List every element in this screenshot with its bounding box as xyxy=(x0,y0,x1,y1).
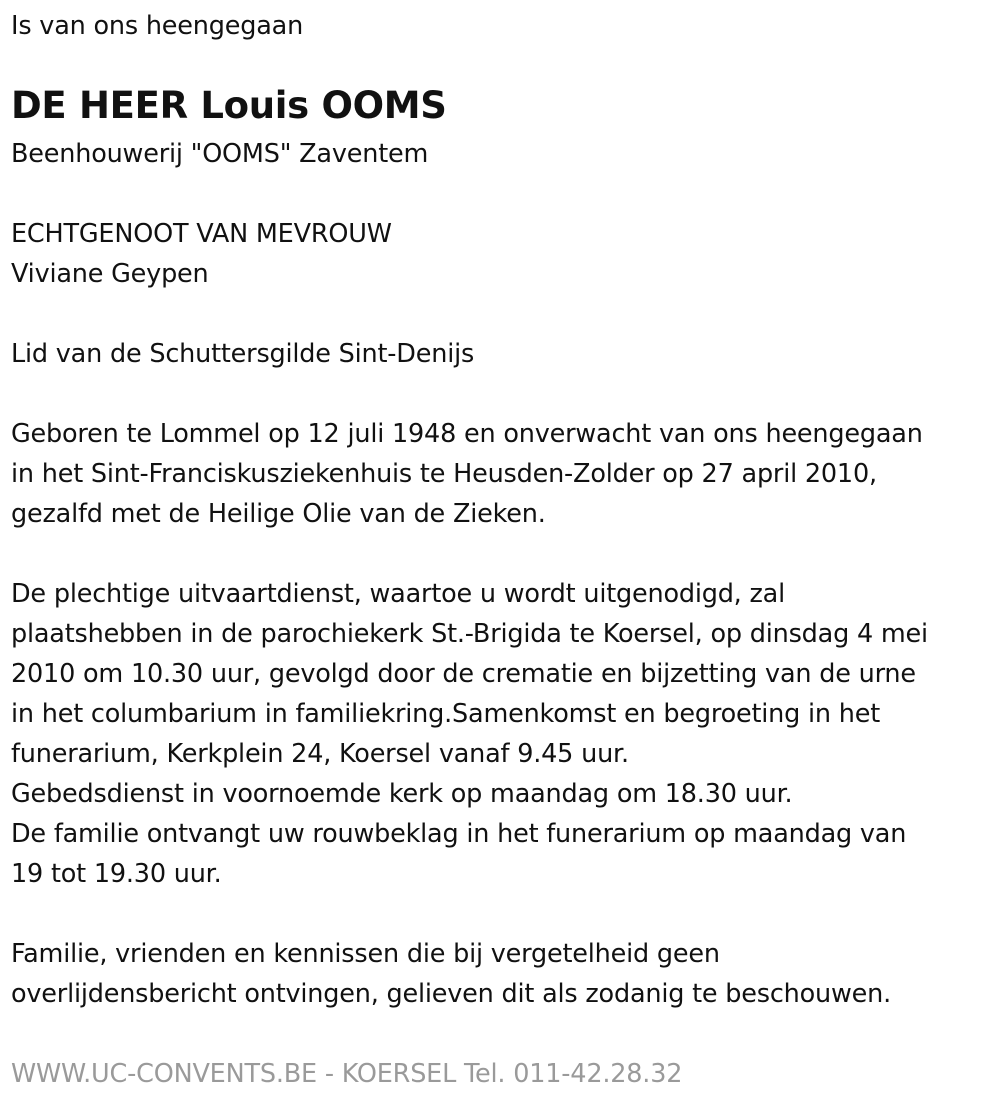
paragraph-line: plaatshebben in de parochiekerk St.-Brigida te Koersel, op dinsdag 4 mei xyxy=(11,619,928,649)
spouse-block xyxy=(11,214,392,294)
paragraph-line: De plechtige uitvaartdienst, waartoe u wordt uitgenodigd, zal xyxy=(11,579,785,609)
paragraph-line: Geboren te Lommel op 12 juli 1948 en onverwacht van ons heengegaan xyxy=(11,419,923,449)
spouse-name: Viviane Geypen xyxy=(11,259,209,289)
deceased-name: DE HEER Louis OOMS xyxy=(11,84,447,127)
membership-text: Lid van de Schuttersgilde Sint-Denijs xyxy=(11,339,475,369)
paragraph-line: De familie ontvangt uw rouwbeklag in het funerarium op maandag van xyxy=(11,819,907,849)
membership-block xyxy=(11,334,474,374)
paragraph-line: overlijdensbericht ontvingen, gelieven dit als zodanig te beschouwen. xyxy=(11,979,892,1009)
business-text: Beenhouwerij "OOMS" Zaventem xyxy=(11,139,429,169)
funeral-paragraph xyxy=(11,574,928,894)
paragraph-line: in het Sint-Franciskusziekenhuis te Heusden-Zolder op 27 april 2010, xyxy=(11,459,877,489)
paragraph-line: in het columbarium in familiekring.Samenkomst en begroeting in het xyxy=(11,699,880,729)
notice-paragraph xyxy=(11,934,891,1014)
paragraph-line: Familie, vrienden en kennissen die bij vergetelheid geen xyxy=(11,939,720,969)
footer-contact: WWW.UC-CONVENTS.BE - KOERSEL Tel. 011-42.28.32 xyxy=(11,1059,683,1089)
paragraph-line: Gebedsdienst in voornoemde kerk op maandag om 18.30 uur. xyxy=(11,779,793,809)
paragraph-line: 2010 om 10.30 uur, gevolgd door de crematie en bijzetting van de urne xyxy=(11,659,916,689)
spouse-label: ECHTGENOOT VAN MEVROUW xyxy=(11,219,392,249)
paragraph-line: 19 tot 19.30 uur. xyxy=(11,859,222,889)
birth-death-paragraph xyxy=(11,414,923,534)
business-block xyxy=(11,134,428,174)
intro-text: Is van ons heengegaan xyxy=(11,11,304,41)
paragraph-line: gezalfd met de Heilige Olie van de Zieken. xyxy=(11,499,546,529)
paragraph-line: funerarium, Kerkplein 24, Koersel vanaf 9.45 uur. xyxy=(11,739,629,769)
